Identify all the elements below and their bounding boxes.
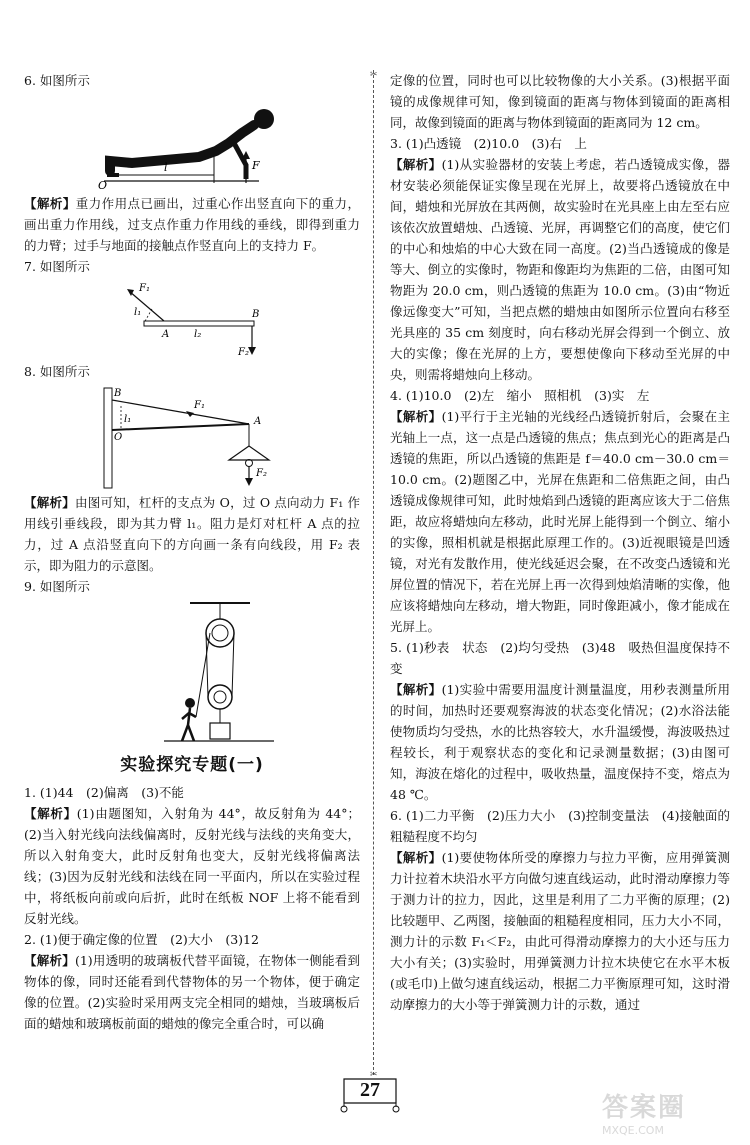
label-F1: F₁ [194, 400, 205, 411]
q8-analysis: 【解析】由图可知，杠杆的支点为 O，过 O 点向动力 F₁ 作用线引垂线段，即为其力臂 l₁。阻力是灯对杠杆 A 点的拉力，过 A 点沿竖直向下的方向画一条有向线段，用 F₂ 表示，即为阻力的示意图。 [24, 495, 360, 573]
cut-line [370, 70, 378, 1080]
e4-analysis: 【解析】(1)平行于主光轴的光线经凸透镜折射后，会聚在主光轴上一点，这一点是凸透镜的焦点；焦点到光心的距离是凸透镜的焦距，所以凸透镜的焦距是 f＝40.0 cm－30.0 cm＝10.0 cm。(2)题图乙中，光屏在焦距和二倍焦距之间，由凸透镜成像规律可知，此时烛焰到凸透镜的距离应该大于二倍焦距，故应将蜡烛向左移动，此时光屏上能得到一个倒立、缩小的实像，照相机就是根据此原理工作的。(3)近视眼镜是凹透镜，对光有发散作用，使光线延迟会聚，在不改变凸透镜和光屏位置的情况下，若在光屏上再一次得到烛焰清晰的实像，他应该将蜡烛向左移动，增大物距，同时像距减小，像才能成在光屏上。 [390, 409, 730, 634]
label-l1: l₁ [134, 307, 142, 318]
label-B: B [114, 388, 122, 399]
section-title: 实验探究专题(一) [120, 755, 264, 775]
e2-analysis: 【解析】(1)用透明的玻璃板代替平面镜，在物体一侧能看到物体的像，同时还能看到代替物体的另一个物体，便于确定像的位置。(2)实验时采用两支完全相同的蜡烛，当玻璃板后面的蜡烛和玻璃板前面的蜡烛的像完全重合时，可以确 [24, 953, 360, 1031]
e4-answer: 4. (1)10.0 (2)左 缩小 照相机 (3)实 左 [390, 388, 650, 403]
e2-answer: 2. (1)便于确定像的位置 (2)大小 (3)12 [24, 932, 259, 947]
label-F2: F₂ [256, 468, 267, 479]
watermark-logo: 答案圈 MXQE.COM [602, 1093, 687, 1137]
analysis-tag: 【解析】 [390, 157, 442, 172]
right-column [390, 70, 730, 1015]
e1-answer: 1. (1)44 (2)偏离 (3)不能 [24, 785, 184, 800]
e6-analysis: 【解析】(1)要使物体所受的摩擦力与拉力平衡，应用弹簧测力计拉着木块沿水平方向做匀速直线运动，此时滑动摩擦力等于测力计的拉力，因此，这里是利用了二力平衡的原理；(2)比较题甲、乙两图，接触面的粗糙程度相同，压力大小不同，测力计的示数 F₁＜F₂，由此可得滑动摩擦力的大小还与压力大小有关；(3)实验时，用弹簧测力计拉木块使它在水平木板(或毛巾)上做匀速直线运动，根据二力平衡原理可知，这时滑动摩擦力的大小等于弹簧测力计的示数，通过 [390, 850, 730, 1012]
analysis-tag: 【解析】 [390, 682, 442, 697]
e5-analysis: 【解析】(1)实验中需要用温度计测量温度，用秒表测量所用的时间，加热时还要观察海波的状态变化情况；(2)水浴法能使物质均匀受热，水的比热容较大，水升温缓慢，海波吸热过程较长，利于观察状态的变化和记录测量数据；(3)由图可知，海波在熔化的过程中，吸收热量，温度保持不变，熔点为 48 ℃。 [390, 682, 730, 802]
e1-analysis: 【解析】(1)由题图知，入射角为 44°，故反射角为 44°；(2)当入射光线向法线偏离时，反射光线与法线的夹角变大，所以入射角变大，此时反射角也变大，反射光线将偏离法线；(3)因为反射光线和法线在同一平面内，所以在实验过程中，将纸板向前或向后折，此时在纸板 NOF 上将不能看到反射光线。 [24, 806, 360, 926]
q7-heading: 7. 如图所示 [24, 259, 90, 274]
page-number-box [338, 1077, 402, 1113]
label-F1: F₁ [139, 283, 150, 294]
analysis-tag: 【解析】 [24, 196, 76, 211]
label-A: A [162, 329, 170, 340]
page-number: 27 [360, 1079, 380, 1101]
label-A: A [254, 416, 262, 427]
e6-answer: 6. (1)二力平衡 (2)压力大小 (3)控制变量法 (4)接触面的粗糙程度不均匀 [390, 808, 730, 844]
scissors-icon: ✂ [370, 70, 378, 80]
label-B: B [252, 309, 260, 320]
analysis-tag: 【解析】 [390, 850, 442, 865]
analysis-tag: 【解析】 [24, 806, 77, 821]
label-F2: F₂ [238, 347, 249, 358]
q8-heading: 8. 如图所示 [24, 364, 90, 379]
pulley-figure-q9 [24, 599, 360, 749]
lamp-lever-figure-q8 [24, 384, 360, 490]
q6-analysis: 【解析】重力作用点已画出，过重心作出竖直向下的重力，画出重力作用线，过支点作重力作用线的垂线，即得到重力的力臂；过手与地面的接触点作竖直向上的支持力 F。 [24, 196, 360, 253]
label-l: l [164, 161, 168, 174]
analysis-tag: 【解析】 [390, 409, 442, 424]
label-l1: l₁ [124, 414, 132, 425]
e5-answer: 5. (1)秒表 状态 (2)均匀受热 (3)48 吸热但温度保持不变 [390, 640, 730, 676]
scissors-icon: ✂ [370, 1070, 378, 1080]
left-column [24, 70, 360, 1034]
label-O: O [114, 432, 123, 443]
pushup-figure [24, 93, 360, 191]
label-l2: l₂ [194, 329, 202, 340]
e3-analysis: 【解析】(1)从实验器材的安装上考虑，若凸透镜成实像，器材安装必须能保证实像呈现在光屏上，故要将凸透镜放在中间，蜡烛和光屏放在其两侧，故实验时在光具座上由左至右应该依次放置蜡烛、凸透镜、光屏，再调整它们的高度，使它们的中心和烛焰的中心大致在同一高度。(2)当凸透镜成的像是等大、倒立的实像时，物距和像距均为焦距的二倍，由图可知物距为 20.0 cm，则凸透镜的焦距为 10.0 cm。(3)由“物近像远像变大”可知，当把点燃的蜡烛由如图所示位置向右移至光具座的 35 cm 刻度时，向右移动光屏会得到一个倒立、放大的实像；像在光屏的上方，要想使像向下移动至光屏的中央，则需将蜡烛向上移动。 [390, 157, 730, 382]
q9-heading: 9. 如图所示 [24, 579, 90, 594]
analysis-tag: 【解析】 [24, 953, 75, 968]
lever-figure-q7 [24, 279, 360, 359]
label-O: O [98, 179, 108, 191]
e2-analysis-continued: 定像的位置，同时也可以比较物像的大小关系。(3)根据平面镜的成像规律可知，像到镜面的距离与物体到镜面的距离相同，故像到镜面的距离与物体到镜面的距离同为 12 cm。 [390, 73, 730, 130]
label-F: F [252, 159, 260, 172]
analysis-tag: 【解析】 [24, 495, 76, 510]
e3-answer: 3. (1)凸透镜 (2)10.0 (3)右 上 [390, 136, 587, 151]
q6-heading: 6. 如图所示 [24, 73, 90, 88]
